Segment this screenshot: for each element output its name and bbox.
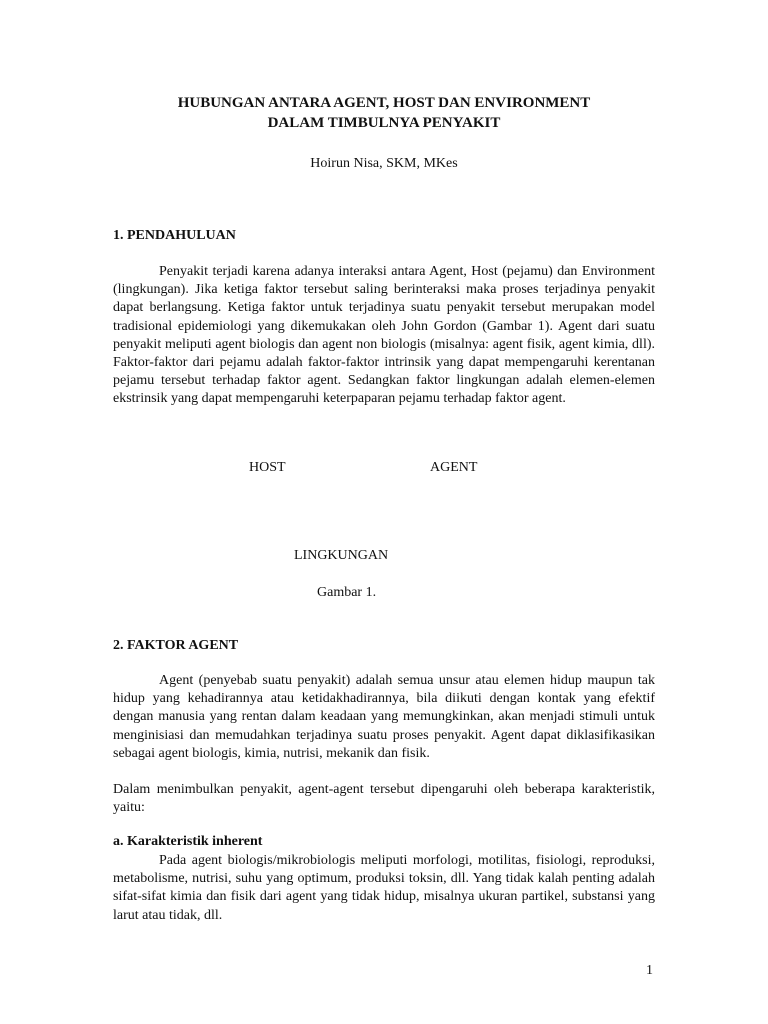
figure-label-agent: AGENT [430,460,478,475]
paragraph-karakteristik-intro: Dalam menimbulkan penyakit, agent-agent tersebut dipengaruhi oleh beberapa karakteristik, yaitu: [113,782,655,816]
figure-label-host: HOST [249,460,286,475]
figure-caption: Gambar 1. [317,585,377,600]
section-heading-faktor-agent: 2. FAKTOR AGENT [113,638,239,653]
paragraph-karakteristik-inherent: Pada agent biologis/mikrobiologis meliputi morfologi, motilitas, fisiologi, reproduksi, metabolisme, nutrisi, suhu yang optimum, produksi toksin, dll. Yang tidak kalah penting adalah sifat-sifat kimia dan fisik dari agent yang tidak hidup, misalnya ukuran partikel, substansi yang larut atau tidak, dll. [113,853,655,923]
title-line-2: DALAM TIMBULNYA PENYAKIT [267,115,501,131]
document-title [0,93,768,133]
figure-label-environment: LINGKUNGAN [294,548,389,563]
author-name: Hoirun Nisa, SKM, MKes [310,156,458,171]
subheading-karakteristik-inherent: a. Karakteristik inherent [113,834,263,849]
paragraph-pendahuluan: Penyakit terjadi karena adanya interaksi antara Agent, Host (pejamu) dan Environment (lingkungan). Jika ketiga faktor tersebut saling berinteraksi maka proses terjadinya penyakit dapat berlangsung. Ketiga faktor untuk terjadinya suatu penyakit tersebut merupakan model tradisional epidemiologi yang dikemukakan oleh John Gordon (Gambar 1). Agent dari suatu penyakit meliputi agent biologis dan agent non biologis (misalnya: agent fisik, agent kimia, dll). Faktor-faktor dari pejamu adalah faktor-faktor intrinsik yang dapat mempengaruhi kerentanan pejamu tersebut terhadap faktor agent. Sedangkan faktor lingkungan adalah elemen-elemen ekstrinsik yang dapat mempengaruhi keterpaparan pejamu terhadap faktor agent. [113,264,655,407]
paragraph-agent-definition: Agent (penyebab suatu penyakit) adalah semua unsur atau elemen hidup maupun tak hidup yang kehadirannya atau ketidakhadirannya, bila diikuti dengan kontak yang efektif dengan manusia yang rentan dalam keadaan yang memungkinkan, akan menjadi stimuli untuk menginisiasi dan memudahkan terjadinya suatu proses penyakit. Agent dapat diklasifikasikan sebagai agent biologis, kimia, nutrisi, mekanik dan fisik. [113,673,655,761]
section-heading-pendahuluan: 1. PENDAHULUAN [113,228,236,243]
page-number: 1 [646,963,653,978]
title-line-1: HUBUNGAN ANTARA AGENT, HOST DAN ENVIRONMENT [177,95,591,111]
